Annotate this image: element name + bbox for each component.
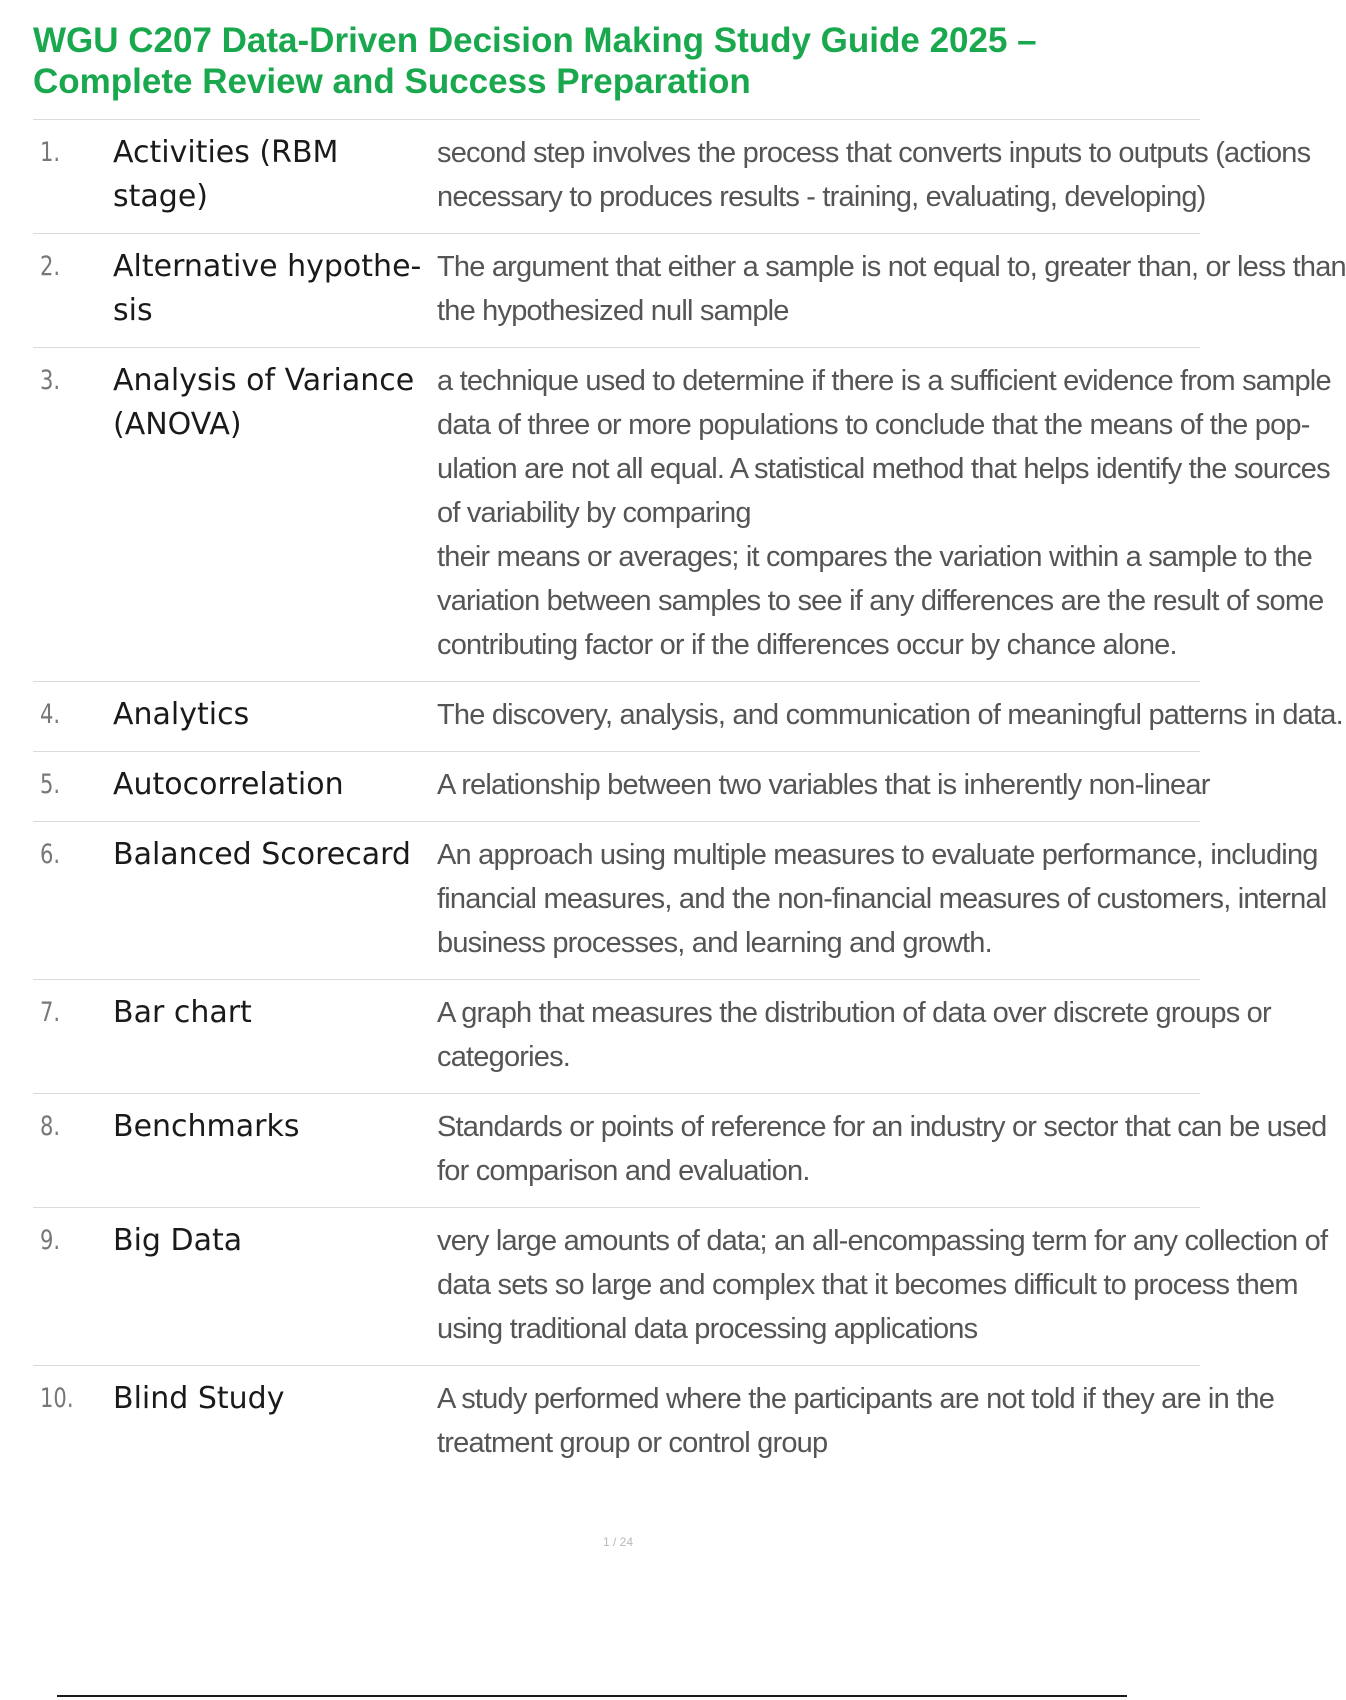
glossary-row bbox=[33, 1093, 1327, 1207]
term-definition bbox=[437, 1105, 1327, 1193]
term-number: 1. bbox=[40, 137, 61, 168]
glossary-row bbox=[33, 1365, 1275, 1479]
term-number: 6. bbox=[40, 839, 61, 870]
term-definition-line: a technique used to determine if there is a sufficient evidence from sample bbox=[437, 365, 1331, 397]
term-name-line: sis bbox=[113, 293, 153, 328]
term-name bbox=[113, 245, 437, 333]
page-number: 1 / 24 bbox=[602, 1535, 634, 1549]
term-name-line: Analysis of Variance bbox=[113, 363, 415, 398]
term-definition-line: business processes, and learning and growth. bbox=[437, 927, 992, 959]
term-definition-line: Standards or points of reference for an industry or sector that can be used bbox=[437, 1111, 1327, 1143]
term-definition-line: very large amounts of data; an all-encompassing term for any collection of bbox=[437, 1225, 1328, 1257]
term-definition-line: the hypothesized null sample bbox=[437, 295, 789, 327]
term-name-line: Big Data bbox=[113, 1223, 243, 1258]
term-definition bbox=[437, 1219, 1328, 1351]
term-definition-line: second step involves the process that converts inputs to outputs (actions bbox=[437, 137, 1311, 169]
term-name bbox=[113, 763, 437, 807]
term-name bbox=[113, 1377, 437, 1465]
term-definition-line: contributing factor or if the differences occur by chance alone. bbox=[437, 629, 1177, 661]
term-definition bbox=[437, 693, 1343, 737]
glossary-row bbox=[33, 979, 1271, 1093]
term-definition bbox=[437, 1377, 1275, 1465]
term-name bbox=[113, 991, 437, 1079]
term-name-line: Analytics bbox=[113, 697, 250, 732]
term-name-line: Blind Study bbox=[113, 1381, 285, 1416]
term-number: 7. bbox=[40, 997, 61, 1028]
term-definition-line: necessary to produces results - training, evaluating, developing) bbox=[437, 181, 1206, 213]
term-name-line: Benchmarks bbox=[113, 1109, 300, 1144]
term-definition-line: The argument that either a sample is not equal to, greater than, or less than bbox=[437, 251, 1346, 283]
glossary-row bbox=[33, 1207, 1328, 1365]
term-number: 8. bbox=[40, 1111, 61, 1142]
term-name-line: (ANOVA) bbox=[113, 407, 242, 442]
term-definition-line: data of three or more populations to conclude that the means of the pop- bbox=[437, 409, 1310, 441]
term-definition-line: financial measures, and the non-financial measures of customers, internal bbox=[437, 883, 1327, 915]
glossary-row bbox=[33, 681, 1343, 751]
term-name-line: Activities (RBM bbox=[113, 135, 339, 170]
term-name bbox=[113, 693, 437, 737]
term-definition-line: of variability by comparing bbox=[437, 497, 751, 529]
term-name-line: stage) bbox=[113, 179, 208, 214]
term-name bbox=[113, 131, 437, 219]
glossary-row bbox=[33, 751, 1210, 821]
term-number: 10. bbox=[40, 1383, 74, 1414]
term-definition bbox=[437, 763, 1210, 807]
term-definition-line: using traditional data processing applications bbox=[437, 1313, 978, 1345]
term-definition-line: data sets so large and complex that it becomes difficult to process them bbox=[437, 1269, 1298, 1301]
term-name bbox=[113, 1219, 437, 1351]
term-definition-line: for comparison and evaluation. bbox=[437, 1155, 810, 1187]
term-definition bbox=[437, 991, 1271, 1079]
document-title-line-1: WGU C207 Data-Driven Decision Making Study Guide 2025 – bbox=[33, 21, 1037, 60]
term-name-line: Bar chart bbox=[113, 995, 252, 1030]
term-name bbox=[113, 833, 437, 965]
term-definition bbox=[437, 833, 1327, 965]
footer-rule bbox=[57, 1695, 1127, 1697]
term-name bbox=[113, 359, 437, 667]
term-number: 5. bbox=[40, 769, 61, 800]
term-definition-line: The discovery, analysis, and communication of meaningful patterns in data. bbox=[437, 699, 1343, 731]
term-name bbox=[113, 1105, 437, 1193]
glossary-row bbox=[33, 821, 1327, 979]
term-number: 2. bbox=[40, 251, 61, 282]
term-definition-line: A study performed where the participants are not told if they are in the bbox=[437, 1383, 1275, 1415]
term-definition-line: ulation are not all equal. A statistical method that helps identify the sources bbox=[437, 453, 1330, 485]
term-definition bbox=[437, 359, 1331, 667]
term-definition-line: treatment group or control group bbox=[437, 1427, 828, 1459]
term-definition-line: categories. bbox=[437, 1041, 571, 1073]
glossary-row bbox=[33, 119, 1311, 233]
document-title-line-2: Complete Review and Success Preparation bbox=[33, 62, 751, 101]
term-definition bbox=[437, 245, 1346, 333]
term-name-line: Autocorrelation bbox=[113, 767, 344, 802]
glossary-row bbox=[33, 233, 1346, 347]
term-number: 3. bbox=[40, 365, 61, 396]
term-definition-line: their means or averages; it compares the variation within a sample to the bbox=[437, 541, 1312, 573]
term-definition bbox=[437, 131, 1311, 219]
term-number: 4. bbox=[40, 699, 61, 730]
term-definition-line: A graph that measures the distribution of data over discrete groups or bbox=[437, 997, 1271, 1029]
document-title bbox=[33, 20, 1163, 102]
term-definition-line: A relationship between two variables that is inherently non-linear bbox=[437, 769, 1210, 801]
term-definition-line: An approach using multiple measures to evaluate performance, including bbox=[437, 839, 1318, 871]
term-definition-line: variation between samples to see if any differences are the result of some bbox=[437, 585, 1324, 617]
term-name-line: Balanced Scorecard bbox=[113, 837, 411, 872]
term-number: 9. bbox=[40, 1225, 61, 1256]
glossary-list bbox=[33, 119, 1346, 1479]
glossary-row bbox=[33, 347, 1331, 681]
term-name-line: Alternative hypothe- bbox=[113, 249, 422, 284]
